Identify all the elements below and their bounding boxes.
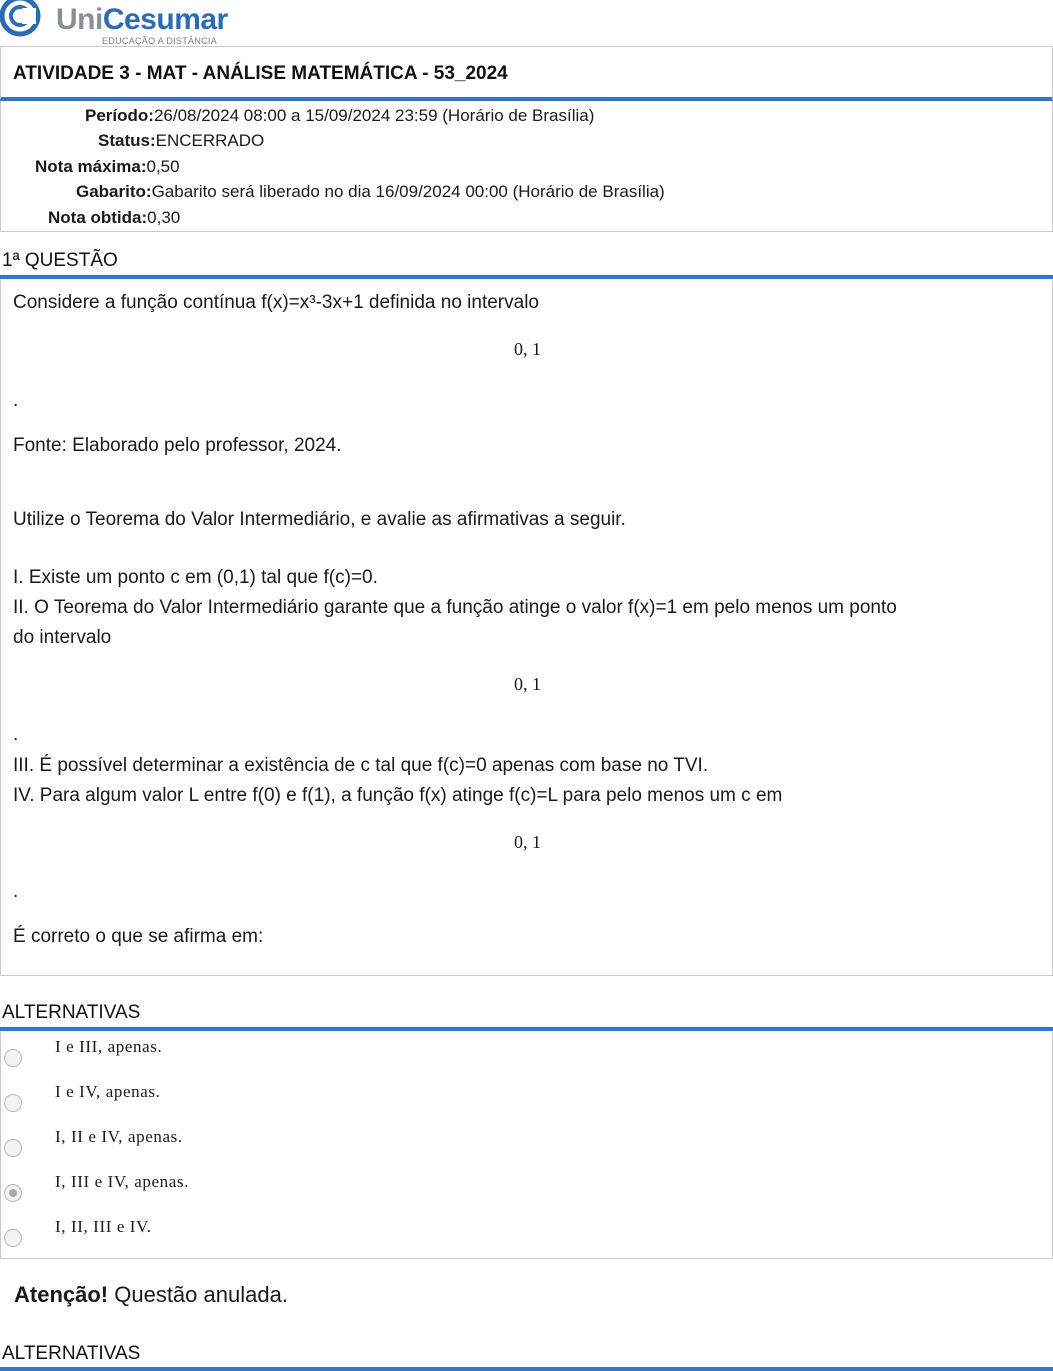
alternative-option[interactable] xyxy=(1,1076,1052,1120)
alternative-option[interactable] xyxy=(1,1121,1052,1165)
period-mark: . xyxy=(13,390,19,411)
alternative-label: I e IV, apenas. xyxy=(55,1082,161,1101)
question-panel xyxy=(0,279,1053,976)
radio-button[interactable] xyxy=(4,1094,22,1112)
info-row-gabarito xyxy=(76,181,665,203)
alternative-option[interactable] xyxy=(1,1031,1052,1075)
alternative-label: I, III e IV, apenas. xyxy=(55,1172,189,1191)
info-value: 26/08/2024 08:00 a 15/09/2024 23:59 (Horário de Brasília) xyxy=(153,106,595,125)
interval-formula: 0, 1 xyxy=(514,674,541,694)
info-label: Gabarito: xyxy=(76,182,152,201)
interval-formula: 0, 1 xyxy=(514,832,541,852)
info-label: Status: xyxy=(98,131,156,150)
radio-button[interactable] xyxy=(4,1139,22,1157)
interval-formula: 0, 1 xyxy=(514,339,541,359)
alternatives-title: ALTERNATIVAS xyxy=(2,1002,141,1023)
notice-text: Questão anulada. xyxy=(108,1282,288,1307)
statement-2: II. O Teorema do Valor Intermediário garante que a função atinge o valor f(x)=1 em pelo menos um ponto xyxy=(13,597,897,618)
unicesumar-logo xyxy=(0,0,240,46)
alternative-label: I, II e IV, apenas. xyxy=(55,1127,183,1146)
alternatives-header-divider-next xyxy=(0,1367,1053,1371)
period-mark: . xyxy=(13,724,19,745)
radio-button-selected[interactable] xyxy=(4,1184,22,1202)
question-instruction: Utilize o Teorema do Valor Intermediário, e avalie as afirmativas a seguir. xyxy=(13,509,626,530)
info-row-periodo xyxy=(85,105,594,127)
info-label: Nota obtida: xyxy=(48,208,148,227)
alternatives-panel xyxy=(0,1031,1053,1259)
activity-info-panel xyxy=(0,101,1053,232)
logo-text-uni: Uni xyxy=(56,3,103,36)
alternative-option-selected[interactable] xyxy=(1,1166,1052,1210)
statement-2-continuation: do intervalo xyxy=(13,627,112,648)
notice-strong: Atenção! xyxy=(14,1282,109,1307)
info-row-status xyxy=(98,130,264,152)
alternative-option[interactable] xyxy=(1,1211,1052,1255)
activity-title: ATIVIDADE 3 - MAT - ANÁLISE MATEMÁTICA - 53_2024 xyxy=(13,63,508,84)
logo-wordmark xyxy=(56,2,228,38)
info-label: Período: xyxy=(85,106,154,125)
activity-title-panel xyxy=(0,46,1053,101)
alternative-label: I e III, apenas. xyxy=(55,1037,163,1056)
info-value: Gabarito será liberado no dia 16/09/2024 00:00 (Horário de Brasília) xyxy=(151,182,665,201)
period-mark: . xyxy=(13,881,19,902)
statement-4: IV. Para algum valor L entre f(0) e f(1), a função f(x) atinge f(c)=L para pelo menos um c em xyxy=(13,785,783,806)
info-value: 0,50 xyxy=(146,157,180,176)
radio-button[interactable] xyxy=(4,1049,22,1067)
alternative-label: I, II, III e IV. xyxy=(55,1217,152,1236)
info-row-nota-obtida xyxy=(48,207,180,229)
statement-3: III. É possível determinar a existência de c tal que f(c)=0 apenas com base no TVI. xyxy=(13,755,709,776)
radio-button[interactable] xyxy=(4,1229,22,1247)
statement-1: I. Existe um ponto c em (0,1) tal que f(c)=0. xyxy=(13,567,378,588)
status-value: ENCERRADO xyxy=(155,131,265,150)
logo-tagline: EDUCAÇÃO A DISTÂNCIA xyxy=(102,36,218,46)
annulled-notice xyxy=(14,1282,288,1308)
question-number: 1ª QUESTÃO xyxy=(2,250,118,271)
alternatives-title-next: ALTERNATIVAS xyxy=(2,1343,141,1364)
question-source: Fonte: Elaborado pelo professor, 2024. xyxy=(13,435,342,456)
question-intro: Considere a função contínua f(x)=x³-3x+1 definida no intervalo xyxy=(13,292,539,313)
logo-text-cesumar: Cesumar xyxy=(102,3,228,36)
info-value: 0,30 xyxy=(147,208,181,227)
unicesumar-logo-icon xyxy=(0,0,48,42)
info-label: Nota máxima: xyxy=(35,157,147,176)
info-row-nota-maxima xyxy=(35,156,180,178)
question-closing: É correto o que se afirma em: xyxy=(13,926,264,947)
